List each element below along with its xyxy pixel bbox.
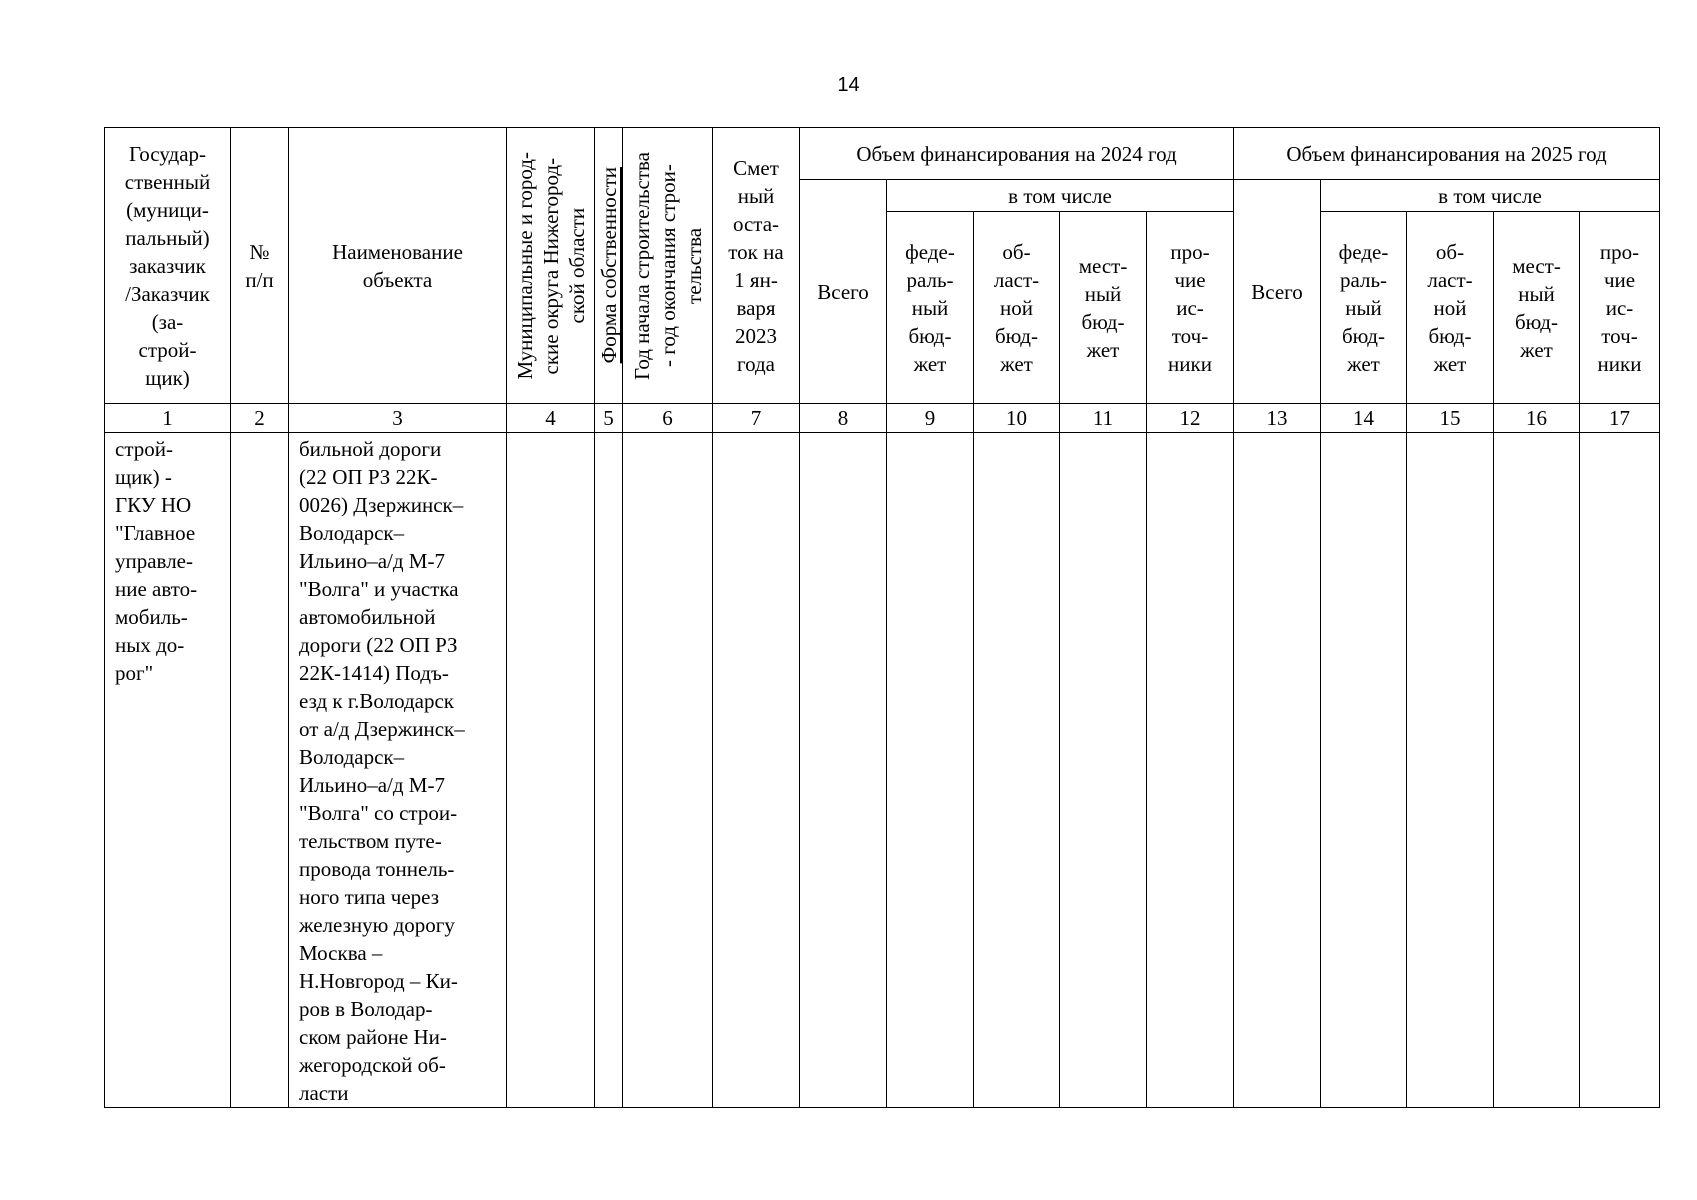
table-row: [105, 433, 1660, 1108]
cell-federal-2024: [887, 433, 974, 1108]
header-estimate-balance: Смет ный оста- ток на 1 ян- варя 2023 года: [713, 128, 800, 404]
header-customer: Государ- ственный (муници- пальный) заказчик /Заказчик (за- строй- щик): [105, 128, 231, 404]
cell-federal-2025: [1321, 433, 1407, 1108]
header-local-2025: мест- ный бюд- жет: [1494, 212, 1580, 404]
column-number: 1: [105, 404, 231, 433]
cell-customer: строй- щик) - ГКУ НО "Главное управле- ние авто- мобиль- ных до- рог": [105, 433, 231, 1108]
column-number: 11: [1060, 404, 1147, 433]
header-financing-2025: Объем финансирования на 2025 год: [1234, 128, 1660, 180]
cell-regional-2024: [974, 433, 1060, 1108]
column-number: 2: [231, 404, 289, 433]
column-number-row: [105, 404, 1660, 433]
header-financing-2024: Объем финансирования на 2024 год: [800, 128, 1234, 180]
header-federal-2025: феде- раль- ный бюд- жет: [1321, 212, 1407, 404]
header-row-1: [105, 128, 1660, 180]
column-number: 13: [1234, 404, 1321, 433]
column-number: 14: [1321, 404, 1407, 433]
header-total-2025: Всего: [1234, 180, 1321, 404]
header-ownership-form: Форма собственности: [595, 128, 623, 404]
page-number: 14: [837, 74, 860, 96]
column-number: 7: [713, 404, 800, 433]
header-municipal-districts: Муниципальные и город- ские округа Нижегород- ской области: [507, 128, 595, 404]
header-other-2024: про- чие ис- точ- ники: [1147, 212, 1234, 404]
cell-local-2024: [1060, 433, 1147, 1108]
header-construction-years: Год начала строительства - год окончания строи- тельства: [623, 128, 713, 404]
cell-object-name: бильной дороги (22 ОП РЗ 22К- 0026) Дзержинск– Володарск– Ильино–а/д М-7 "Волга" и участка автомобильной дороги (22 ОП РЗ 22К-1414) Подъ- езд к г.Володарск от а/д Дзержинск– Володарск– Ильино–а/д М-7 "Волга" со строи- тельством путе- провода тоннель- ного типа через железную дорогу Москва – Н.Новгород – Ки- ров в Володар- ском районе Ни- жегородской об- ласти: [289, 433, 507, 1108]
column-number: 4: [507, 404, 595, 433]
cell-total-2025: [1234, 433, 1321, 1108]
header-object-name: Наименование объекта: [289, 128, 507, 404]
financing-table: [104, 127, 1660, 1108]
column-number: 8: [800, 404, 887, 433]
cell-ownership: [595, 433, 623, 1108]
cell-local-2025: [1494, 433, 1580, 1108]
column-number: 5: [595, 404, 623, 433]
cell-total-2024: [800, 433, 887, 1108]
header-local-2024: мест- ный бюд- жет: [1060, 212, 1147, 404]
column-number: 16: [1494, 404, 1580, 433]
column-number: 15: [1407, 404, 1494, 433]
header-row-number: № п/п: [231, 128, 289, 404]
column-number: 12: [1147, 404, 1234, 433]
cell-other-2025: [1580, 433, 1660, 1108]
cell-municipal: [507, 433, 595, 1108]
column-number: 6: [623, 404, 713, 433]
cell-number: [231, 433, 289, 1108]
header-total-2024: Всего: [800, 180, 887, 404]
header-including-2024: в том числе: [887, 180, 1234, 212]
column-number: 10: [974, 404, 1060, 433]
cell-other-2024: [1147, 433, 1234, 1108]
header-federal-2024: феде- раль- ный бюд- жет: [887, 212, 974, 404]
header-regional-2024: об- ласт- ной бюд- жет: [974, 212, 1060, 404]
cell-years: [623, 433, 713, 1108]
cell-regional-2025: [1407, 433, 1494, 1108]
header-including-2025: в том числе: [1321, 180, 1660, 212]
column-number: 3: [289, 404, 507, 433]
cell-estimate: [713, 433, 800, 1108]
header-other-2025: про- чие ис- точ- ники: [1580, 212, 1660, 404]
column-number: 9: [887, 404, 974, 433]
column-number: 17: [1580, 404, 1660, 433]
header-regional-2025: об- ласт- ной бюд- жет: [1407, 212, 1494, 404]
